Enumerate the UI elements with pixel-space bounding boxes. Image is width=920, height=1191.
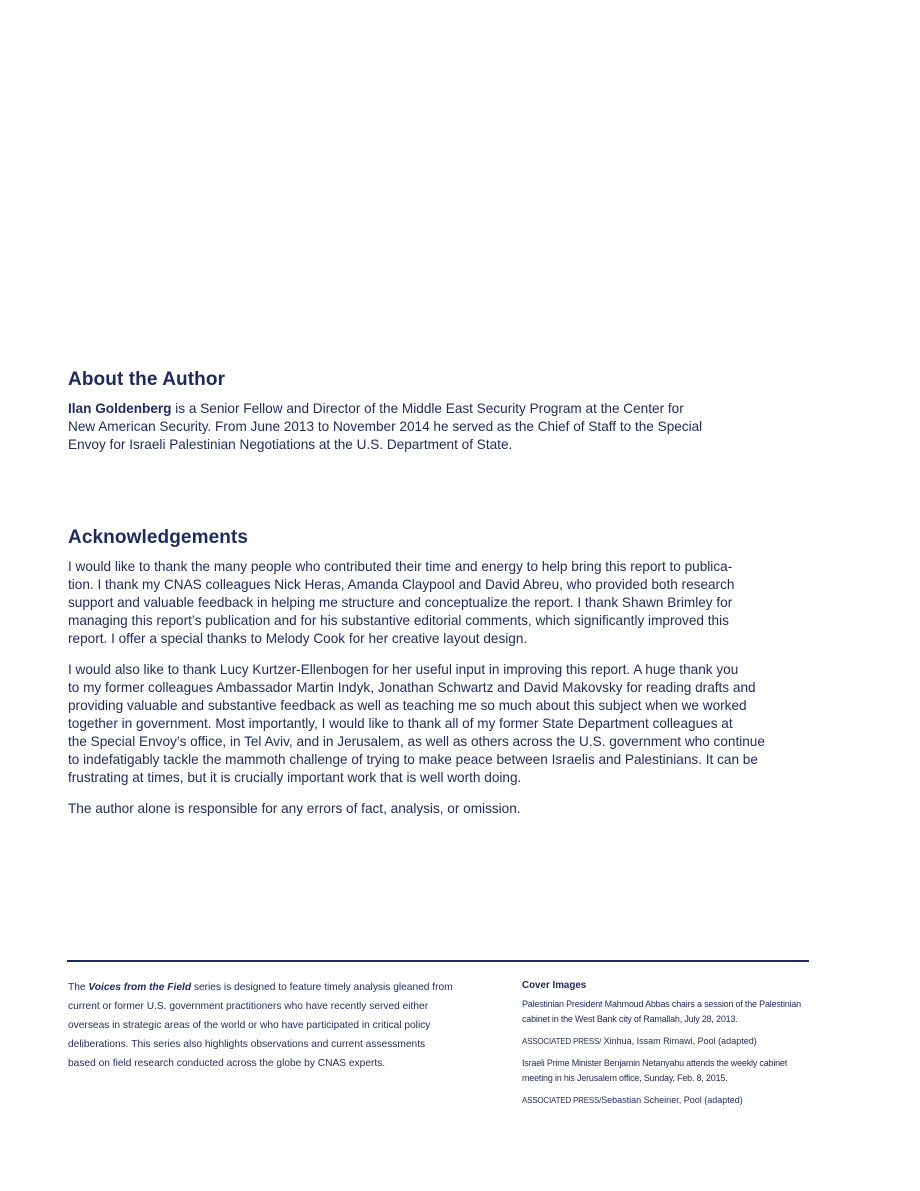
cover-credit-2 xyxy=(522,1093,822,1108)
acknowledgements-heading: Acknowledgements xyxy=(68,527,249,548)
about-author-heading: About the Author xyxy=(68,369,226,390)
cover-caption-1: Palestinian President Mahmoud Abbas chairs a session of the Palestinian cabinet in the West Bank city of Ramallah, July 28, 2013. xyxy=(522,999,801,1024)
cover-images-credits xyxy=(522,980,822,1115)
cover-caption-2: Israeli Prime Minister Benjamin Netanyahu attends the weekly cabinet meeting in his Jerusalem office, Sunday, Feb. 8, 2015. xyxy=(522,1058,788,1083)
cover-credit-1 xyxy=(522,1034,822,1049)
author-bio-text: is a Senior Fellow and Director of the Middle East Security Program at the Center for New American Security. From June 2013 to November 2014 he served as the Chief of Staff to the Special Envoy for Israeli Palestinian Negotiations at the U.S. Department of State. xyxy=(68,401,703,452)
credit-agency-2: ASSOCIATED PRESS/ xyxy=(522,1096,602,1105)
author-name: Ilan Goldenberg xyxy=(68,401,172,416)
acknowledgements-paragraph-1: I would like to thank the many people who contributed their time and energy to help bring this report to publica- tion. I thank my CNAS colleagues Nick Heras, Amanda Claypool and David Abreu, who provided both research support and valuable feedback in helping me structure and conceptualize the report. I thank Shawn Brimley for managing this report’s publication and for his substantive editorial comments, which significantly improved this report. I offer a special thanks to Melody Cook for her creative layout design. xyxy=(68,559,735,646)
series-text: series is designed to feature timely analysis gleaned from current or former U.S. government practitioners who have recently served either overseas in strategic areas of the world or who have participated in critical policy deliberations. This series also highlights observations and current assessments based on field research conducted across the globe by CNAS experts. xyxy=(68,982,453,1069)
series-prefix: The xyxy=(68,982,89,993)
footer-divider xyxy=(67,960,809,962)
credit-text-2: Sebastian Scheiner, Pool (adapted) xyxy=(601,1095,743,1105)
cover-images-heading: Cover Images xyxy=(522,980,587,991)
author-bio xyxy=(68,400,748,454)
series-description xyxy=(68,978,508,1073)
credit-agency-1: ASSOCIATED PRESS/ xyxy=(522,1037,602,1046)
acknowledgements-paragraph-3: The author alone is responsible for any errors of fact, analysis, or omission. xyxy=(68,801,521,816)
acknowledgements-paragraph-2: I would also like to thank Lucy Kurtzer-Ellenbogen for her useful input in improving this report. A huge thank you to my former colleagues Ambassador Martin Indyk, Jonathan Schwartz and David Makovsky for reading drafts and providing valuable and substantive feedback as well as teaching me so much about this subject when we worked together in government. Most importantly, I would like to thank all of my former State Department colleagues at the Special Envoy’s office, in Tel Aviv, and in Jerusalem, as well as others across the U.S. government who continue to indefatigably tackle the mammoth challenge of trying to make peace between Israelis and Palestinians. It can be frustrating at times, but it is crucially important work that is well worth doing. xyxy=(68,662,765,785)
credit-text-1: Xinhua, Issam Rimawi, Pool (adapted) xyxy=(601,1036,757,1046)
series-name: Voices from the Field xyxy=(88,982,192,993)
